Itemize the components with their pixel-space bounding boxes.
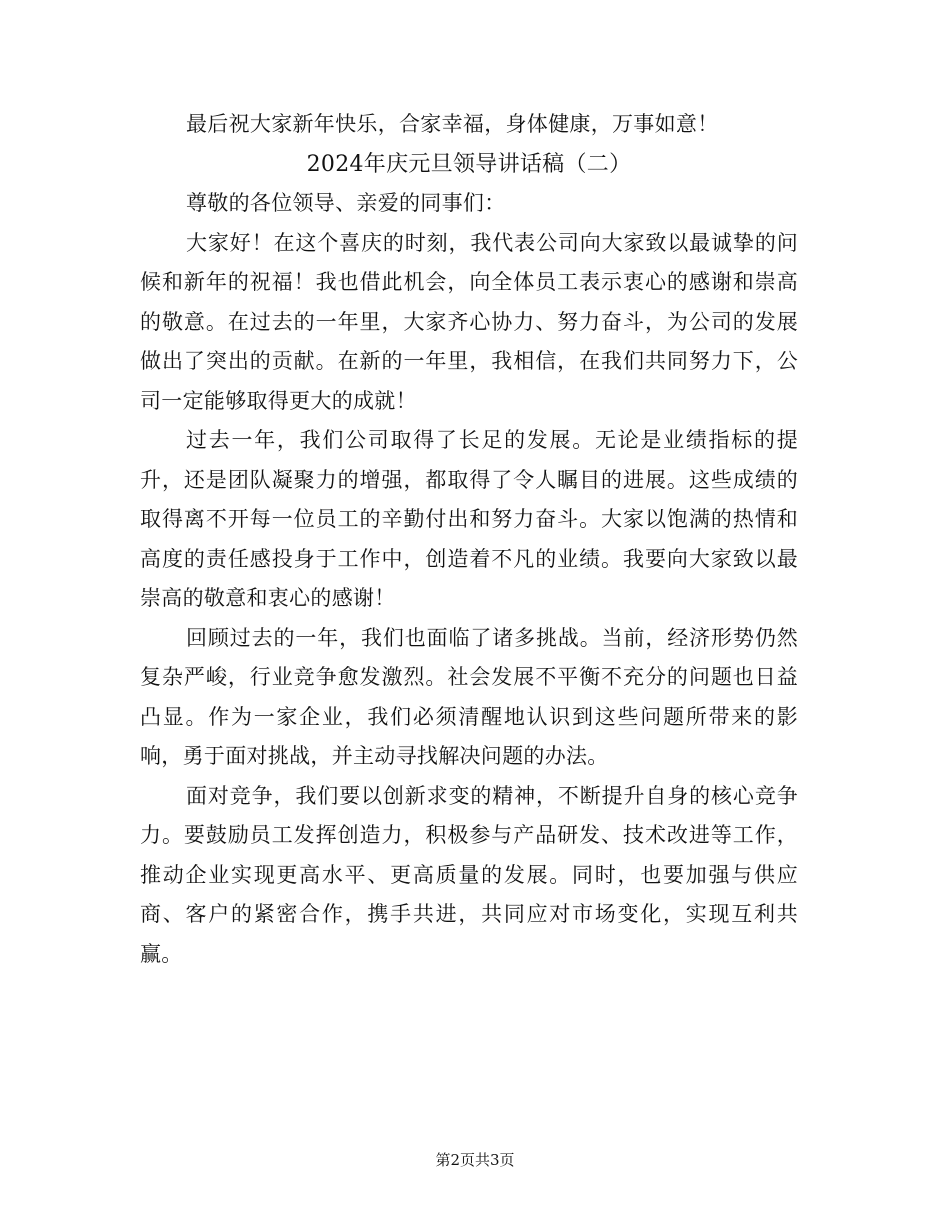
paragraph-3: 回顾过去的一年，我们也面临了诸多挑战。当前，经济形势仍然复杂严峻，行业竞争愈发激烈。社会发展不平衡不充分的问题也日益凸显。作为一家企业，我们必须清醒地认识到这些问题所带来的影响，勇于面对挑战，并主动寻找解决问题的办法。 — [140, 625, 798, 768]
paragraph-2: 过去一年，我们公司取得了长足的发展。无论是业绩指标的提升，还是团队凝聚力的增强，都取得了令人瞩目的进展。这些成绩的取得离不开每一位员工的辛勤付出和努力奋斗。大家以饱满的热情和高度的责任感投身于工作中，创造着不凡的业绩。我要向大家致以最崇高的敬意和衷心的感谢！ — [140, 428, 798, 610]
page-footer: 第2页共3页 — [435, 1151, 515, 1169]
paragraph-1: 大家好！在这个喜庆的时刻，我代表公司向大家致以最诚挚的问候和新年的祝福！我也借此机会，向全体员工表示衷心的感谢和崇高的敬意。在过去的一年里，大家齐心协力、努力奋斗，为公司的发展做出了突出的贡献。在新的一年里，我相信，在我们共同努力下，公司一定能够取得更大的成就！ — [140, 230, 798, 413]
document-body — [140, 105, 798, 974]
salutation: 尊敬的各位领导、亲爱的同事们： — [186, 191, 506, 215]
paragraph-4: 面对竞争，我们要以创新求变的精神，不断提升自身的核心竞争力。要鼓励员工发挥创造力，积极参与产品研发、技术改进等工作，推动企业实现更高水平、更高质量的发展。同时，也要加强与供应商、客户的紧密合作，携手共进，共同应对市场变化，实现互利共赢。 — [140, 783, 798, 966]
closing-line: 最后祝大家新年快乐，合家幸福，身体健康，万事如意！ — [186, 112, 719, 136]
speech-title: 2024年庆元旦领导讲话稿（二） — [306, 151, 632, 177]
